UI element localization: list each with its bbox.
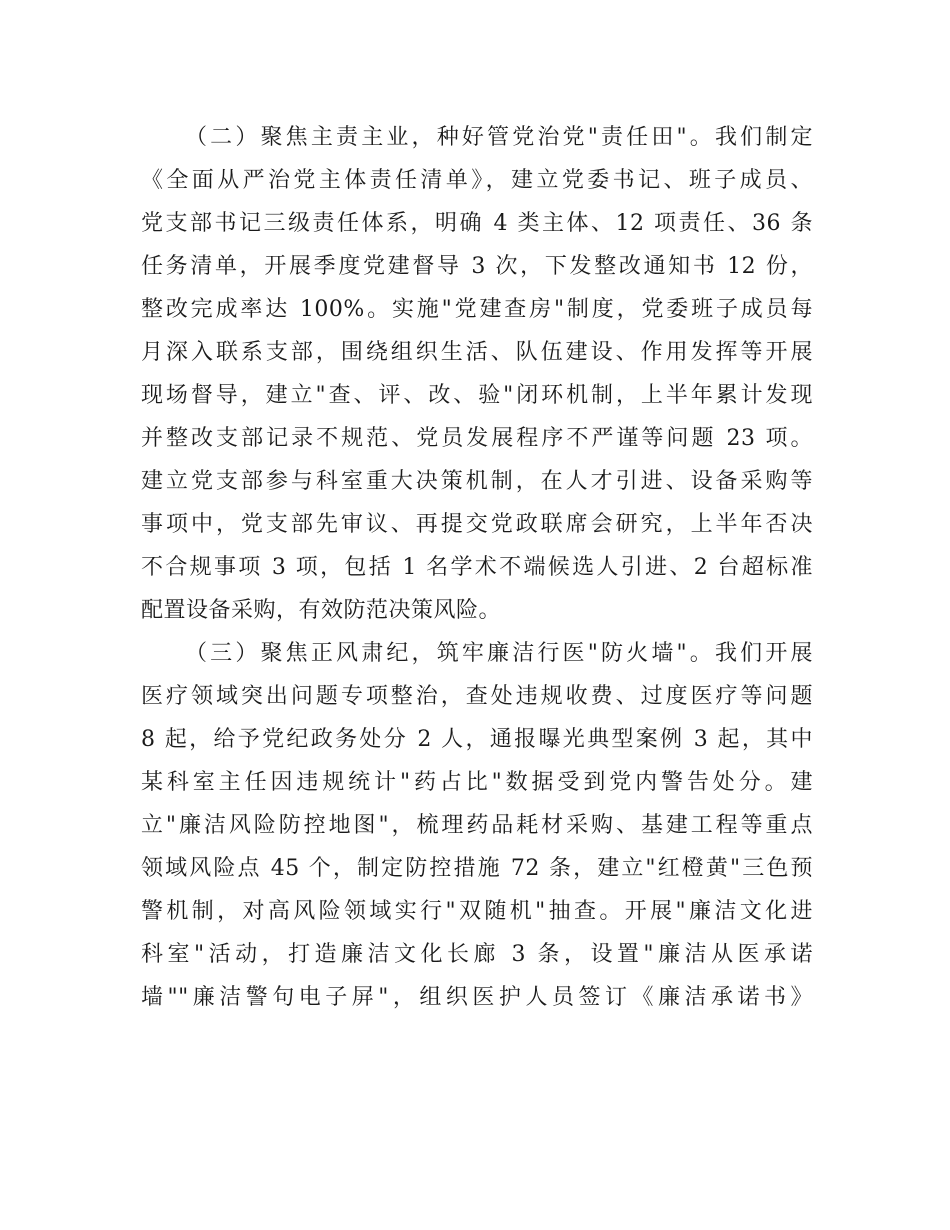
text-line: 立"廉洁风险防控地图"，梳理药品耗材采购、基建工程等重点 bbox=[141, 813, 813, 838]
document-body bbox=[141, 116, 813, 1019]
text-line: 党支部书记三级责任体系，明确 4 类主体、12 项责任、36 条 bbox=[141, 211, 813, 236]
paragraph-section-2 bbox=[141, 116, 813, 632]
text-line: 不合规事项 3 项，包括 1 名学术不端候选人引进、2 台超标准 bbox=[141, 555, 813, 580]
text-line: （三）聚焦正风肃纪，筑牢廉洁行医"防火墙"。我们开展 bbox=[185, 641, 813, 666]
text-line: 现场督导，建立"查、评、改、验"闭环机制，上半年累计发现 bbox=[141, 383, 813, 408]
text-line: 任务清单，开展季度党建督导 3 次，下发整改通知书 12 份， bbox=[141, 254, 813, 279]
text-line: （二）聚焦主责主业，种好管党治党"责任田"。我们制定 bbox=[185, 125, 813, 150]
text-line: 整改完成率达 100%。实施"党建查房"制度，党委班子成员每 bbox=[141, 297, 813, 322]
text-line: 8 起，给予党纪政务处分 2 人，通报曝光典型案例 3 起，其中 bbox=[141, 727, 813, 752]
text-line: 领域风险点 45 个，制定防控措施 72 条，建立"红橙黄"三色预 bbox=[141, 856, 813, 881]
text-line: 月深入联系支部，围绕组织生活、队伍建设、作用发挥等开展 bbox=[141, 340, 813, 365]
text-line: 科室"活动，打造廉洁文化长廊 3 条，设置"廉洁从医承诺 bbox=[141, 942, 813, 967]
text-line: 配置设备采购，有效防范决策风险。 bbox=[141, 598, 502, 623]
text-line: 医疗领域突出问题专项整治，查处违规收费、过度医疗等问题 bbox=[141, 684, 813, 709]
text-line: 墙""廉洁警句电子屏"，组织医护人员签订《廉洁承诺书》 bbox=[141, 985, 813, 1010]
text-line: 事项中，党支部先审议、再提交党政联席会研究，上半年否决 bbox=[141, 512, 813, 537]
text-line: 警机制，对高风险领域实行"双随机"抽查。开展"廉洁文化进 bbox=[141, 899, 813, 924]
text-line: 建立党支部参与科室重大决策机制，在人才引进、设备采购等 bbox=[141, 469, 813, 494]
text-line: 并整改支部记录不规范、党员发展程序不严谨等问题 23 项。 bbox=[141, 426, 813, 451]
text-line: 《全面从严治党主体责任清单》，建立党委书记、班子成员、 bbox=[141, 168, 813, 193]
paragraph-section-3 bbox=[141, 632, 813, 1019]
text-line: 某科室主任因违规统计"药占比"数据受到党内警告处分。建 bbox=[141, 770, 813, 795]
